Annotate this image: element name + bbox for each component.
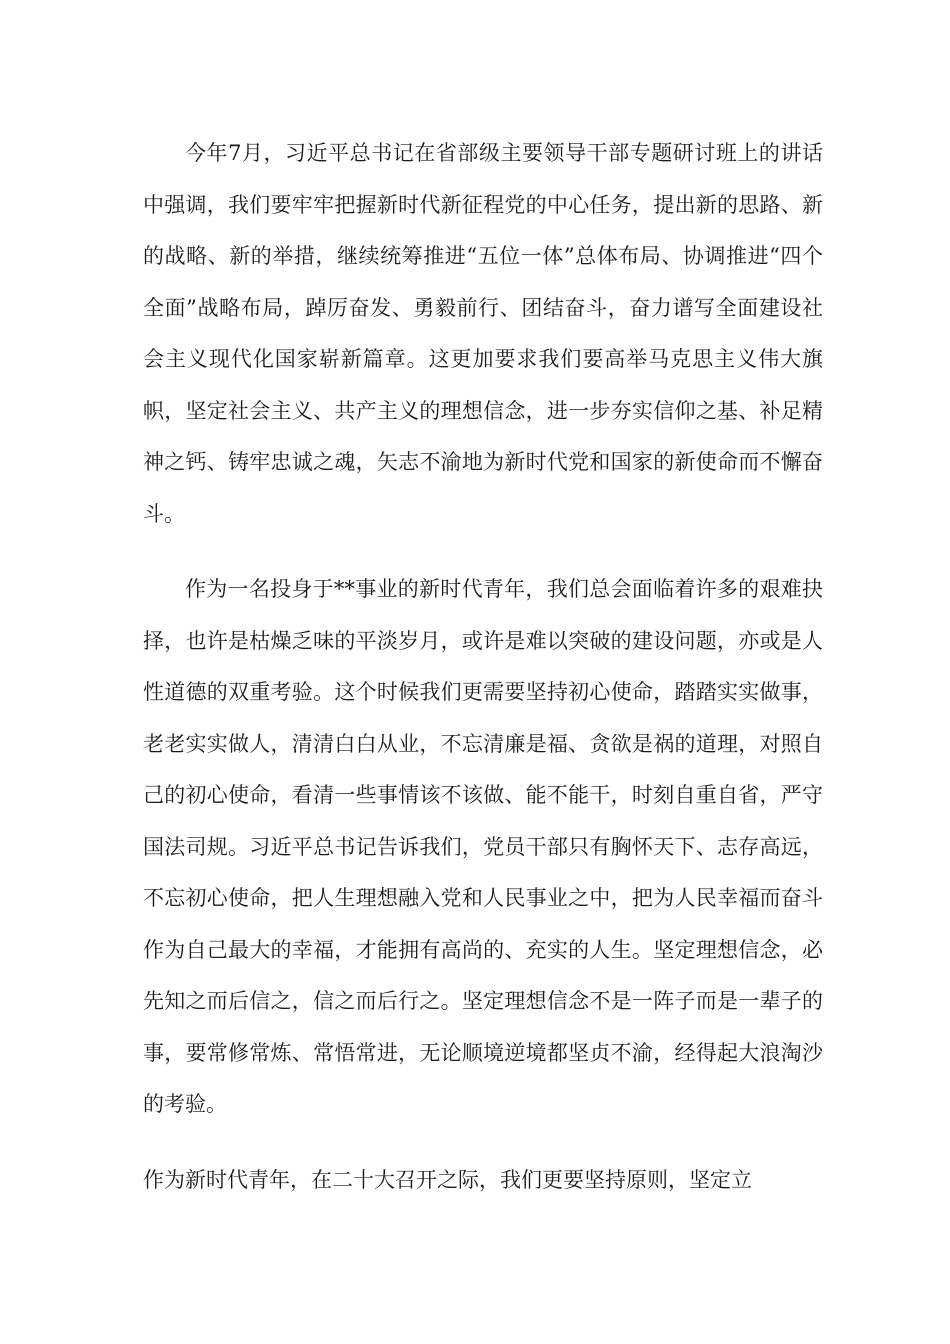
- document-body: [143, 128, 823, 1206]
- paragraph-1: 今年7月，习近平总书记在省部级主要领导干部专题研讨班上的讲话中强调，我们要牢牢把握新时代新征程党的中心任务，提出新的思路、新的战略、新的举措，继续统筹推进“五位一体”总体布局、协调推进“四个全面”战略布局，踔厉奋发、勇毅前行、团结奋斗，奋力谱写全面建设社会主义现代化国家崭新篇章。这更加要求我们要高举马克思主义伟大旗帜，坚定社会主义、共产主义的理想信念，进一步夯实信仰之基、补足精神之钙、铸牢忠诚之魂，矢志不渝地为新时代党和国家的新使命而不懈奋斗。: [143, 141, 823, 526]
- paragraph-2: 作为一名投身于**事业的新时代青年，我们总会面临着许多的艰难抉择，也许是枯燥乏味的平淡岁月，或许是难以突破的建设问题，亦或是人性道德的双重考验。这个时候我们更需要坚持初心使命，踏踏实实做事，老老实实做人，清清白白从业，不忘清廉是福、贪欲是祸的道理，对照自己的初心使命，看清一些事情该不该做、能不能干，时刻自重自省，严守国法司规。习近平总书记告诉我们，党员干部只有胸怀天下、志存高远，不忘初心使命，把人生理想融入党和人民事业之中，把为人民幸福而奋斗作为自己最大的幸福，才能拥有高尚的、充实的人生。坚定理想信念，必先知之而后信之，信之而后行之。坚定理想信念不是一阵子而是一辈子的事，要常修常炼、常悟常进，无论顺境逆境都坚贞不渝，经得起大浪淘沙的考验。: [143, 577, 823, 1116]
- paragraph-3: 作为新时代青年，在二十大召开之际，我们更要坚持原则，坚定立: [143, 1167, 752, 1192]
